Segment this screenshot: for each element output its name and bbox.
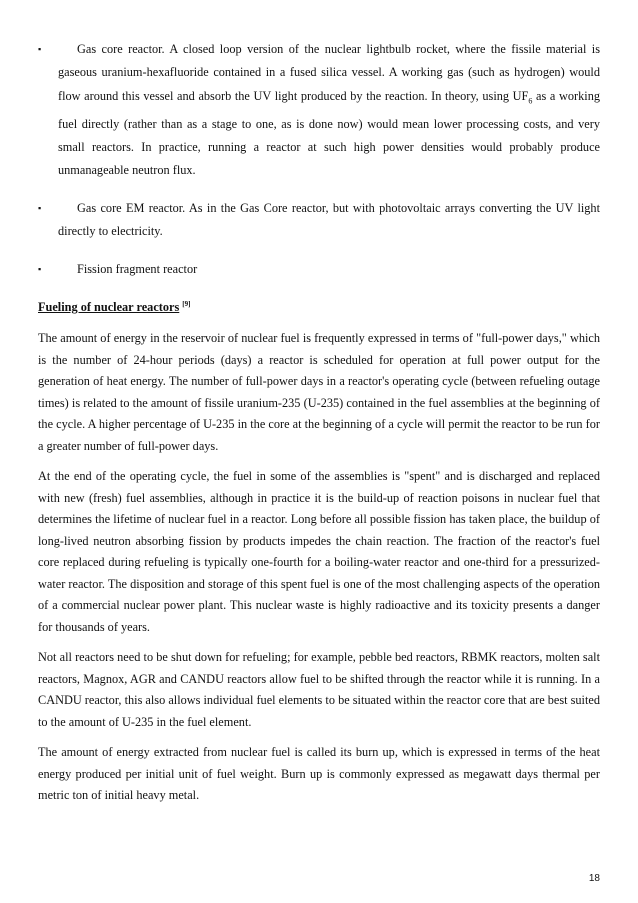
section-heading: Fueling of nuclear reactors [9]	[38, 295, 190, 316]
section-body	[38, 328, 600, 816]
bullet-marker: ▪	[38, 202, 42, 213]
paragraph: At the end of the operating cycle, the fuel in some of the assemblies is "spent" and is discharged and replaced with new (fresh) fuel assemblies, although in practice it is the build-up of reaction poisons in nuclear fuel that determines the lifetime of nuclear fuel in a reactor. Long before all possible fission has taken place, the buildup of long-lived neutron absorbing fission by products impedes the chain reaction. The fraction of the reactor's fuel core replaced during refueling is typically one-fourth for a boiling-water reactor and one-third for a pressurized-water reactor. The disposition and storage of this spent fuel is one of the most challenging aspects of the operation of a commercial nuclear power plant. This nuclear waste is highly radioactive and its toxicity presents a danger for thousands of years.	[38, 469, 600, 634]
list-item-text: Gas core EM reactor. As in the Gas Core reactor, but with photovoltaic arrays converting the UV light directly to electricity.	[58, 200, 600, 239]
paragraph: Not all reactors need to be shut down for refueling; for example, pebble bed reactors, RBMK reactors, molten salt reactors, Magnox, AGR and CANDU reactors allow fuel to be shifted through the reactor while it is running. In a CANDU reactor, this also allows individual fuel elements to be situated within the reactor core that are best suited to the amount of U-235 in the fuel element.	[38, 650, 600, 729]
paragraph: The amount of energy in the reservoir of nuclear fuel is frequently expressed in terms of "full-power days," which is the number of 24-hour periods (days) a reactor is scheduled for operation at full power output for the generation of heat energy. The number of full-power days in a reactor's operating cycle (between refueling outage times) is related to the amount of fissile uranium-235 (U-235) contained in the fuel assemblies at the beginning of the cycle. A higher percentage of U-235 in the core at the beginning of a cycle will permit the reactor to be run for a greater number of full-power days.	[38, 331, 600, 453]
bullet-marker: ▪	[38, 44, 42, 54]
reference-link[interactable]: [9]	[182, 300, 191, 308]
page-number: 18	[588, 873, 600, 884]
list-item	[38, 197, 600, 244]
list-item-text: Fission fragment reactor	[77, 261, 198, 276]
list-item-text: Gas core reactor. A closed loop version of the nuclear lightbulb rocket, where the fissile material is gaseous uranium-hexafluoride contained in a fused silica vessel. A working gas (such as hydrogen) would flow around this vessel and absorb the UV light produced by the reaction. In theory, using $UF_6$ as a working fuel directly (rather than as a stage to one, as is done now) would mean lower processing costs, and very small reactors. In practice, running a reactor at such high power densities would probably produce unmanageable neutron flux.	[58, 42, 600, 178]
bullet-marker: ▪	[38, 263, 42, 274]
bullet-list	[38, 38, 600, 295]
paragraph: The amount of energy extracted from nuclear fuel is called its burn up, which is expressed in terms of the heat energy produced per initial unit of fuel weight. Burn up is commonly expressed as megawatt days thermal per metric ton of initial heavy metal.	[38, 745, 600, 802]
list-item	[38, 258, 600, 281]
subscript: 6	[528, 96, 533, 106]
list-item	[38, 38, 600, 183]
